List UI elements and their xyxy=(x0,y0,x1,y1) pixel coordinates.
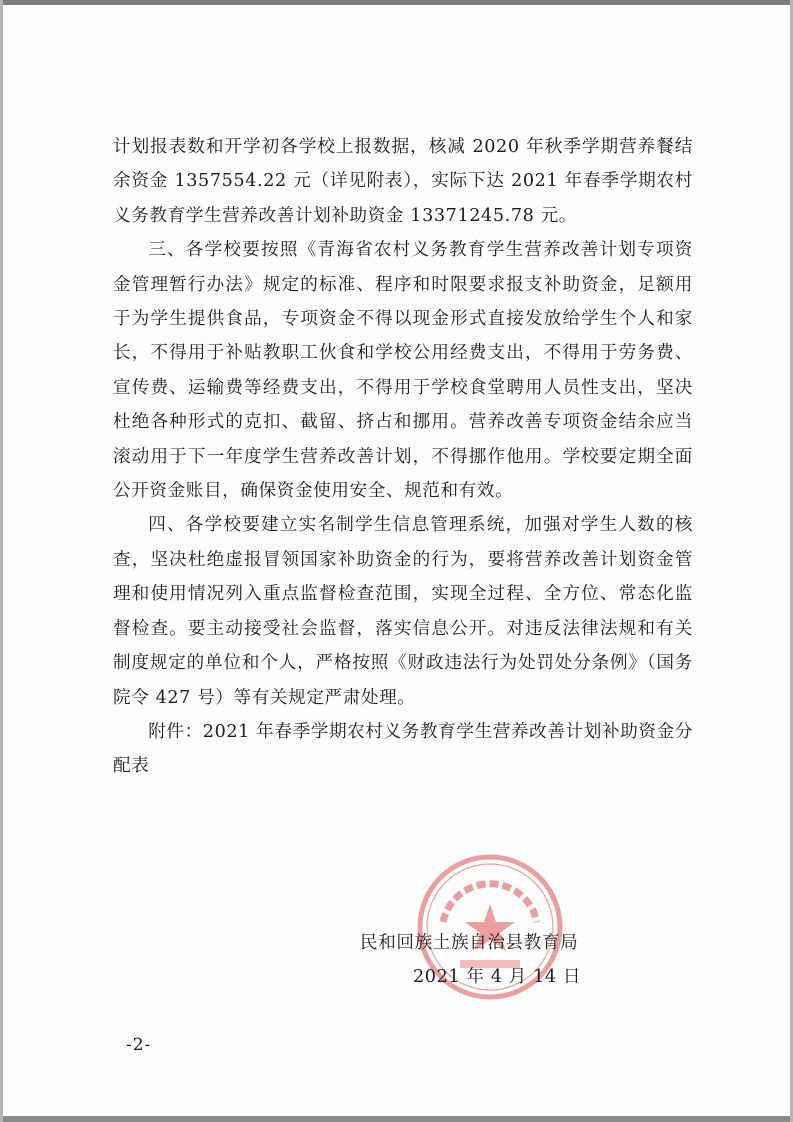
document-body xyxy=(113,130,693,784)
signature-organization: 民和回族土族自治县教育局 xyxy=(360,933,579,953)
scan-edge-top xyxy=(0,0,793,5)
scan-edge-bottom xyxy=(0,1116,793,1122)
paragraph-supervision: 四、各学校要建立实名制学生信息管理系统，加强对学生人数的核查，坚决杜绝虚报冒领国家补助资金的行为，要将营养改善计划资金管理和使用情况列入重点监督检查范围，实现全过程、全方位、常态化监督检查。要主动接受社会监督，落实信息公开。对违反法律法规和有关制度规定的单位和个人，严格按照《财政违法行为处罚处分条例》（国务院令 427 号）等有关规定严肃处理。 xyxy=(113,515,693,708)
page-number: -2- xyxy=(126,1035,152,1055)
signature-block xyxy=(360,926,640,994)
paragraph-fund-usage: 三、各学校要按照《青海省农村义务教育学生营养改善计划专项资金管理暂行办法》规定的标准、程序和时限要求报支补助资金，足额用于为学生提供食品，专项资金不得以现金形式直接发放给学生个人和家长，不得用于补贴教职工伙食和学校公用经费支出，不得用于劳务费、宣传费、运输费等经费支出，不得用于学校食堂聘用人员性支出，坚决杜绝各种形式的克扣、截留、挤占和挪用。营养改善专项资金结余应当滚动用于下一年度学生营养改善计划，不得挪作他用。学校要定期全面公开资金账目，确保资金使用安全、规范和有效。 xyxy=(113,240,693,502)
paragraph-continuation: 计划报表数和开学初各学校上报数据，核减 2020 年秋季学期营养餐结余资金 1357554.22 元（详见附表），实际下达 2021 年春季学期农村义务教育学生营养改善计划补助资金 13371245.78 元。 xyxy=(113,137,693,226)
signature-date: 2021 年 4 月 14 日 xyxy=(413,967,582,987)
scan-edge-left xyxy=(0,0,3,1122)
attachment-note: 附件：2021 年春季学期农村义务教育学生营养改善计划补助资金分配表 xyxy=(113,721,693,777)
